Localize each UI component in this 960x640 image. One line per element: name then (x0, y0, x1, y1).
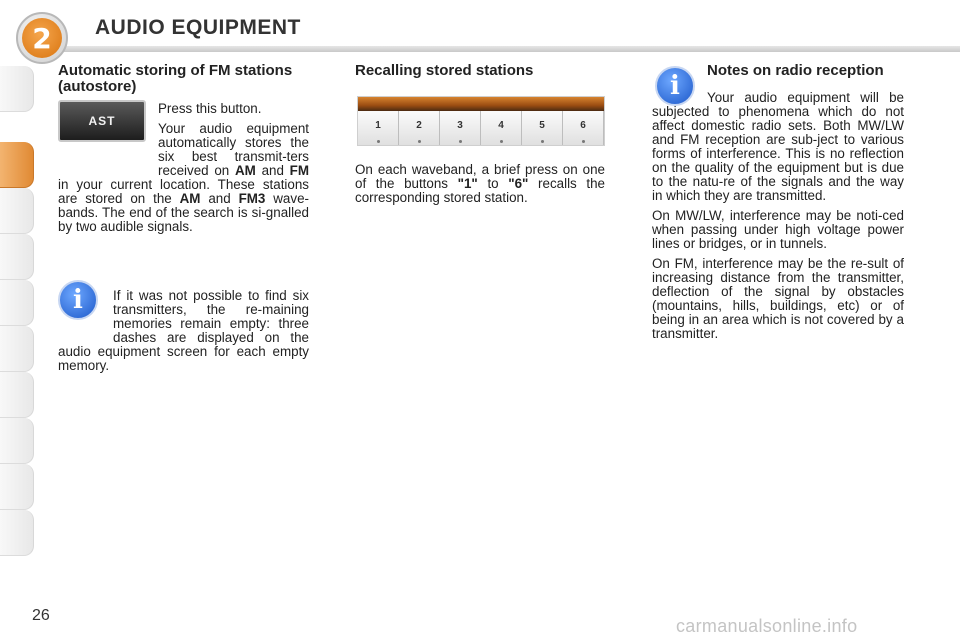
chapter-badge (16, 12, 68, 64)
chapter-tab-8[interactable] (0, 418, 34, 464)
chapter-tab-5[interactable] (0, 280, 34, 326)
reception-notes-section (652, 63, 904, 347)
chapter-tab-1[interactable] (0, 66, 34, 112)
chapter-tab-10[interactable] (0, 510, 34, 556)
recall-body: On each waveband, a brief press on one of the buttons "1" to "6" recalls the corresponding stored station. (355, 162, 605, 205)
chapter-tab-2[interactable] (0, 142, 34, 188)
preset-button-6[interactable]: 6 (563, 111, 604, 146)
chapter-tabs (0, 66, 34, 580)
ast-button[interactable]: AST (58, 100, 146, 142)
press-button-text: Press this button. (158, 101, 262, 116)
info-icon: i (655, 66, 695, 106)
chapter-tab-4[interactable] (0, 234, 34, 280)
page-header (0, 0, 960, 60)
reception-paragraph-2: On MW/LW, interference may be noti-ced when passing under high voltage power lines or bridges, or in tunnels. (652, 208, 904, 251)
chapter-tab-3[interactable] (0, 188, 34, 234)
preset-button-2[interactable]: 2 (399, 111, 440, 146)
page-title: AUDIO EQUIPMENT (95, 16, 301, 39)
autostore-body: Your audio equipment automatically stores the six best transmit-ters received on AM and FM in your current location. These stations are stored on the AM and FM3 wave-bands. The end of the search is si-gnalled by two audible signals. (58, 121, 309, 234)
chapter-tab-9[interactable] (0, 464, 34, 510)
reception-paragraph-1: Your audio equipment will be subjected to phenomena which do not affect domestic radio sets. Both MW/LW and FM reception are sub-ject to various forms of interference. This is no reflection on the quality of the equipment but is due to the natu-re of the signals and the way in which they are transmitted. (652, 90, 904, 203)
preset-panel-top (358, 97, 604, 111)
preset-button-1[interactable]: 1 (358, 111, 399, 146)
autostore-heading: Automatic storing of FM stations (autostore) (58, 62, 293, 95)
chapter-tab-7[interactable] (0, 372, 34, 418)
preset-button-3[interactable]: 3 (440, 111, 481, 146)
recall-heading: Recalling stored stations (355, 62, 534, 79)
preset-button-5[interactable]: 5 (522, 111, 563, 146)
preset-row (358, 111, 604, 146)
chapter-tab-6[interactable] (0, 326, 34, 372)
preset-button-4[interactable]: 4 (481, 111, 522, 146)
header-rule (58, 46, 960, 52)
reception-heading: Notes on radio reception (707, 62, 884, 79)
reception-paragraph-3: On FM, interference may be the re-sult of increasing distance from the transmitter, deflection of the signal by obstacles (mountains, hills, buildings, etc) or of being in an area which is not covered by a transmitter. (652, 256, 904, 341)
autostore-note: If it was not possible to find six transmitters, the re-maining memories remain empty: three dashes are displayed on the audio equipment screen for each empty memory. (58, 288, 309, 373)
info-icon: i (58, 280, 98, 320)
chapter-number: 2 (22, 18, 62, 58)
preset-buttons-panel (357, 96, 605, 146)
watermark: carmanualsonline.info (676, 616, 858, 636)
page-number: 26 (32, 607, 50, 624)
